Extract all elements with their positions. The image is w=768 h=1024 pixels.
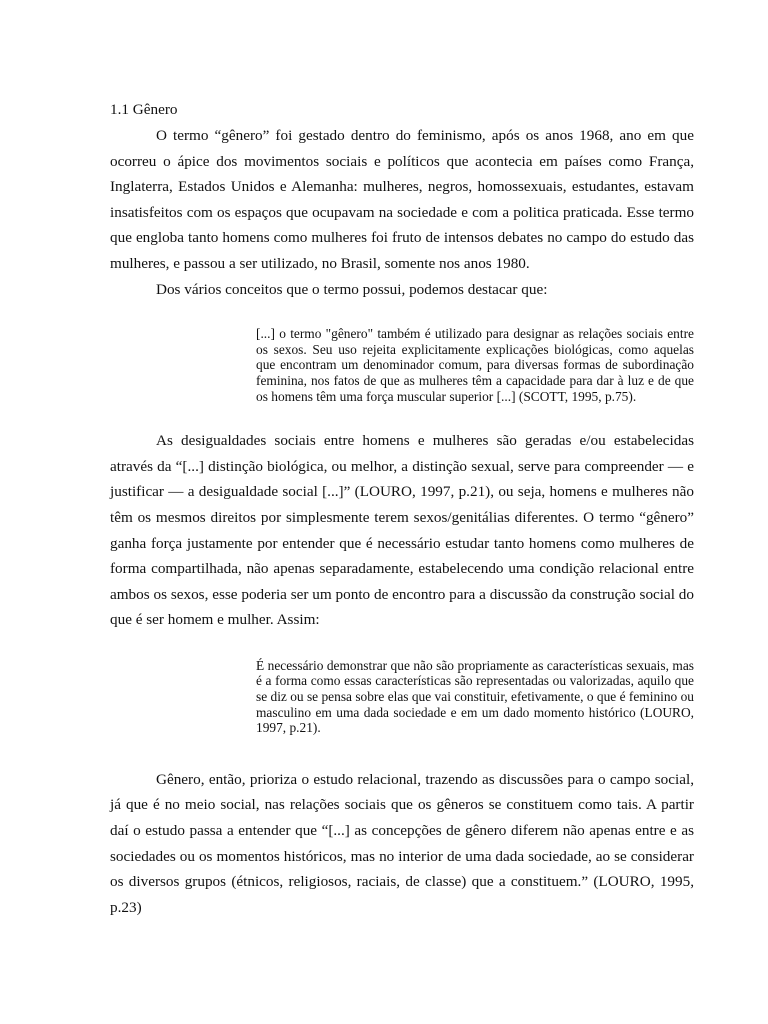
paragraph-1: O termo “gênero” foi gestado dentro do feminismo, após os anos 1968, ano em que ocorreu o ápice dos movimentos sociais e políticos que acontecia em países como França, Inglaterra, Estados Unidos e Alemanha: mulheres, negros, homossexuais, estudantes, estavam insatisfeitos com os espaços que ocupavam na sociedade e com a politica praticada. Esse termo que engloba tanto homens como mulheres foi fruto de intensos debates no campo do estudo das mulheres, e passou a ser utilizado, no Brasil, somente nos anos 1980.: [110, 127, 694, 272]
paragraph-3: As desigualdades sociais entre homens e mulheres são geradas e/ou estabelecidas através da “[...] distinção biológica, ou melhor, a distinção sexual, serve para compreender — e justificar — a desigualdade social [...]” (LOURO, 1997, p.21), ou seja, homens e mulheres não têm os mesmos direitos por simplesmente terem sexos/genitálias diferentes. O termo “gênero” ganha força justamente por entender que é necessário estudar tanto homens como mulheres de forma compartilhada, não apenas separadamente, estabelecendo uma condição relacional entre ambos os sexos, esse poderia ser um ponto de encontro para a discussão da construção social do que é ser homem e mulher. Assim:: [110, 432, 694, 629]
paragraph-4: Gênero, então, prioriza o estudo relacional, trazendo as discussões para o campo social, já que é no meio social, nas relações sociais que os gêneros se constituem como tais. A partir daí o estudo passa a entender que “[...] as concepções de gênero diferem não apenas entre e as sociedades ou os momentos históricos, mas no interior de uma dada sociedade, ao se considerar os diversos grupos (étnicos, religiosos, raciais, de classe) que a constituem.” (LOURO, 1995, p.23): [110, 770, 694, 916]
section-heading: 1.1 Gênero: [110, 101, 178, 118]
block-quote-2: É necessário demonstrar que não são propriamente as características sexuais, mas é a forma como essas características são representadas ou valorizadas, aquilo que se diz ou se pensa sobre elas que vai constituir, efetivamente, o que é feminino ou masculino em uma dada sociedade e em um dado momento histórico (LOURO, 1997, p.21).: [256, 657, 694, 736]
block-quote-1: [...] o termo "gênero" também é utilizado para designar as relações sociais entre os sexos. Seu uso rejeita explicitamente explicações biológicas, como aquelas que encontram um denominador comum, para diversas formas de subordinação feminina, nos fatos de que as mulheres têm a capacidade para dar à luz e de que os homens têm uma força muscular superior [...] (SCOTT, 1995, p.75).: [256, 326, 694, 404]
paragraph-2: Dos vários conceitos que o termo possui, podemos destacar que:: [156, 280, 548, 298]
